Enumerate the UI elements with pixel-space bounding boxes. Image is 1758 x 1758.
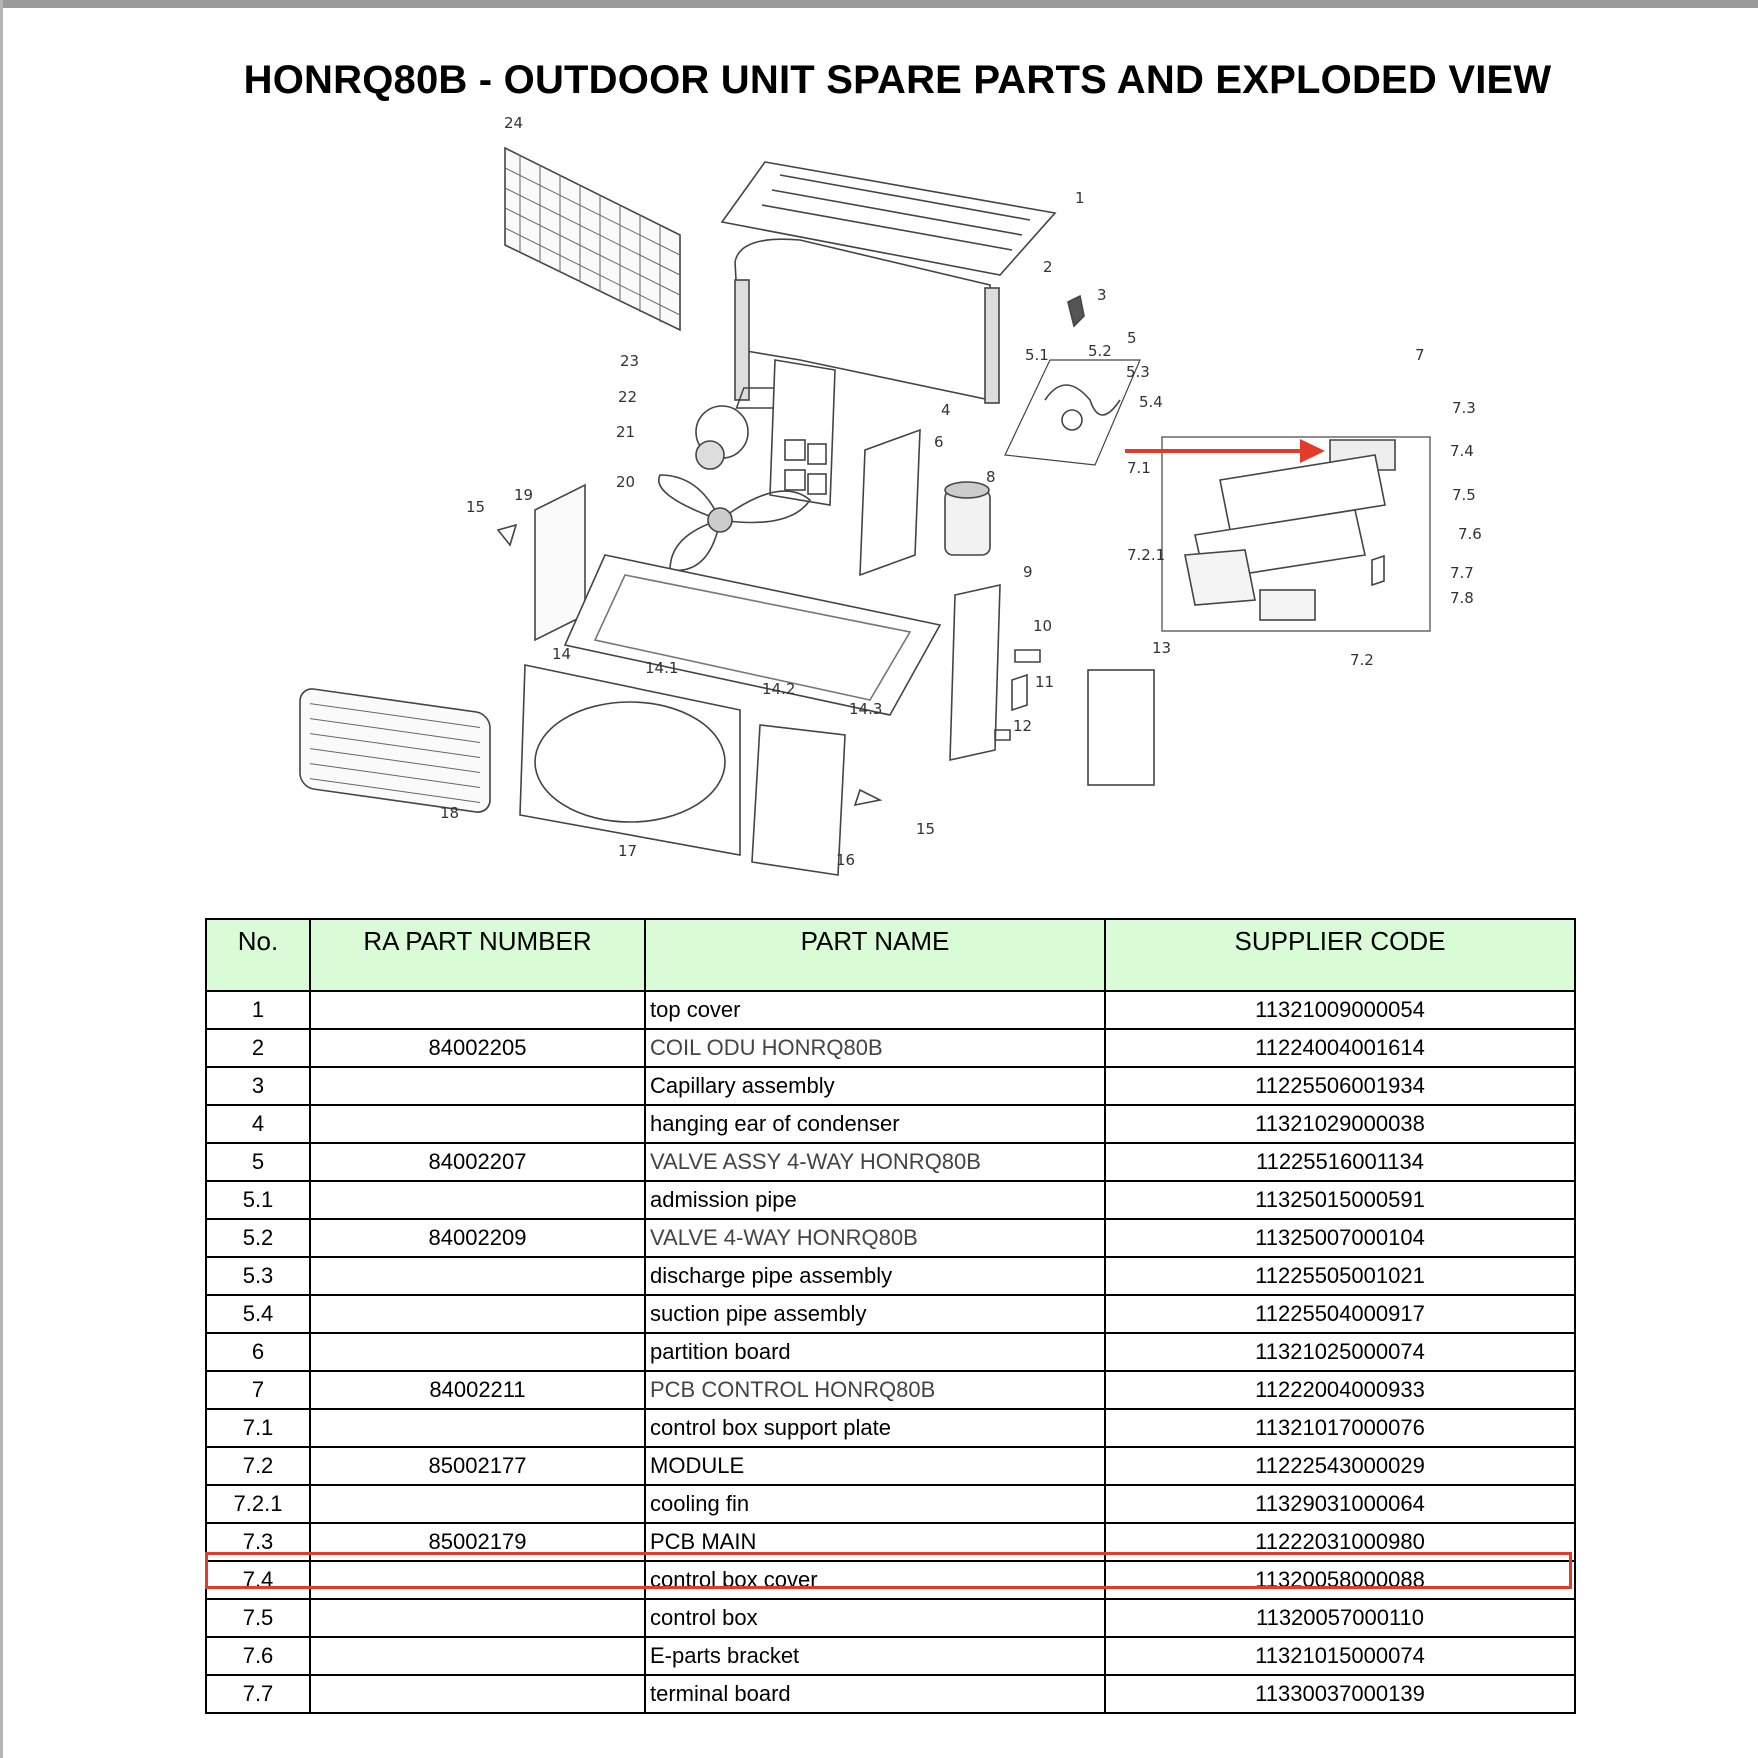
- callout-17: 17: [618, 842, 638, 860]
- callout-1: 1: [1075, 189, 1085, 207]
- front-grille-18: [300, 687, 490, 814]
- right-panel-16: [752, 725, 845, 875]
- cell-no: 5.1: [206, 1181, 310, 1219]
- cell-no: 4: [206, 1105, 310, 1143]
- callout-12: 12: [1013, 717, 1033, 735]
- table-row: [206, 1067, 1575, 1105]
- cell-ra-part-number: [310, 1257, 645, 1295]
- cell-no: 5.4: [206, 1295, 310, 1333]
- cell-no: 7: [206, 1371, 310, 1409]
- cell-part-name: E-parts bracket: [645, 1637, 1105, 1675]
- table-row: [206, 1371, 1575, 1409]
- cell-supplier-code: 11225504000917: [1105, 1295, 1575, 1333]
- parts-table: [205, 918, 1576, 1714]
- cell-no: 6: [206, 1333, 310, 1371]
- callout-14-3: 14.3: [849, 700, 883, 718]
- control-box-group-7: [1162, 437, 1430, 631]
- cell-ra-part-number: 84002207: [310, 1143, 645, 1181]
- compressor-8: [945, 482, 990, 555]
- cell-supplier-code: 11222004000933: [1105, 1371, 1575, 1409]
- cell-part-name: COIL ODU HONRQ80B: [645, 1029, 1105, 1067]
- callout-14-1: 14.1: [645, 659, 679, 677]
- callout-24: 24: [504, 114, 524, 132]
- callout-5-1: 5.1: [1025, 346, 1049, 364]
- table-row: [206, 1181, 1575, 1219]
- table-header-row: [206, 919, 1575, 991]
- cell-no: 7.4: [206, 1561, 310, 1599]
- callout-7-1: 7.1: [1127, 459, 1151, 477]
- callout-4: 4: [941, 401, 951, 419]
- callout-16: 16: [836, 851, 856, 869]
- callout-7-3: 7.3: [1452, 399, 1476, 417]
- cell-part-name: control box support plate: [645, 1409, 1105, 1447]
- cell-supplier-code: 11321025000074: [1105, 1333, 1575, 1371]
- cell-no: 7.2: [206, 1447, 310, 1485]
- callout-23: 23: [620, 352, 640, 370]
- callout-9: 9: [1023, 563, 1033, 581]
- table-row: [206, 1105, 1575, 1143]
- cell-ra-part-number: [310, 1485, 645, 1523]
- handle-13: [1088, 670, 1154, 785]
- table-row: [206, 1447, 1575, 1485]
- cell-ra-part-number: [310, 991, 645, 1029]
- table-row: [206, 1599, 1575, 1637]
- cell-part-name: top cover: [645, 991, 1105, 1029]
- cell-supplier-code: 11321015000074: [1105, 1637, 1575, 1675]
- cell-ra-part-number: [310, 1675, 645, 1713]
- callout-14: 14: [552, 645, 572, 663]
- callout-10: 10: [1033, 617, 1053, 635]
- table-row: [206, 1675, 1575, 1713]
- table-row: [206, 1219, 1575, 1257]
- cell-no: 7.5: [206, 1599, 310, 1637]
- cell-part-name: cooling fin: [645, 1485, 1105, 1523]
- table-row: [206, 1485, 1575, 1523]
- cell-no: 7.1: [206, 1409, 310, 1447]
- cell-no: 5.3: [206, 1257, 310, 1295]
- header-no: No.: [206, 919, 310, 991]
- callout-7-4: 7.4: [1450, 442, 1474, 460]
- cell-part-name: hanging ear of condenser: [645, 1105, 1105, 1143]
- cell-ra-part-number: 85002179: [310, 1523, 645, 1561]
- table-row: [206, 1409, 1575, 1447]
- table-row: [206, 1257, 1575, 1295]
- cell-part-name: MODULE: [645, 1447, 1105, 1485]
- cell-supplier-code: 11225516001134: [1105, 1143, 1575, 1181]
- callout-7-5: 7.5: [1452, 486, 1476, 504]
- table-row: [206, 1143, 1575, 1181]
- cell-ra-part-number: 85002177: [310, 1447, 645, 1485]
- callout-5: 5: [1127, 329, 1137, 347]
- table-row: [206, 1029, 1575, 1067]
- cell-no: 7.2.1: [206, 1485, 310, 1523]
- cell-part-name: PCB CONTROL HONRQ80B: [645, 1371, 1105, 1409]
- cell-no: 2: [206, 1029, 310, 1067]
- callout-5-3: 5.3: [1126, 363, 1150, 381]
- callout-5-2: 5.2: [1088, 342, 1112, 360]
- cell-supplier-code: 11224004001614: [1105, 1029, 1575, 1067]
- cell-ra-part-number: 84002211: [310, 1371, 645, 1409]
- callout-15-top: 15: [466, 498, 486, 516]
- callout-8: 8: [986, 468, 996, 486]
- callout-15-bottom: 15: [916, 820, 936, 838]
- cell-supplier-code: 11320058000088: [1105, 1561, 1575, 1599]
- table-row: [206, 1523, 1575, 1561]
- cell-supplier-code: 11320057000110: [1105, 1599, 1575, 1637]
- cell-part-name: VALVE 4-WAY HONRQ80B: [645, 1219, 1105, 1257]
- callout-21: 21: [616, 423, 636, 441]
- side-panel-9: [950, 585, 1000, 760]
- cell-ra-part-number: [310, 1599, 645, 1637]
- cell-no: 7.7: [206, 1675, 310, 1713]
- cell-part-name: control box: [645, 1599, 1105, 1637]
- cell-ra-part-number: [310, 1295, 645, 1333]
- cell-no: 1: [206, 991, 310, 1029]
- rear-grille-24: [505, 148, 680, 330]
- valve-part-10: [1015, 650, 1040, 662]
- fan-motor-21: [696, 441, 724, 469]
- cell-supplier-code: 11325007000104: [1105, 1219, 1575, 1257]
- callout-7-8: 7.8: [1450, 589, 1474, 607]
- callout-7-2: 7.2: [1350, 651, 1374, 669]
- table-row: [206, 1333, 1575, 1371]
- valve-assy-5: [1005, 360, 1140, 465]
- cell-ra-part-number: [310, 1333, 645, 1371]
- cell-no: 7.6: [206, 1637, 310, 1675]
- cell-supplier-code: 11222543000029: [1105, 1447, 1575, 1485]
- cell-ra-part-number: [310, 1181, 645, 1219]
- cell-part-name: control box cover: [645, 1561, 1105, 1599]
- cell-part-name: discharge pipe assembly: [645, 1257, 1105, 1295]
- header-ra-part-number: RA PART NUMBER: [310, 919, 645, 991]
- cell-ra-part-number: [310, 1409, 645, 1447]
- cell-supplier-code: 11325015000591: [1105, 1181, 1575, 1219]
- callout-7-7: 7.7: [1450, 564, 1474, 582]
- page-title: HONRQ80B - OUTDOOR UNIT SPARE PARTS AND EXPLODED VIEW: [243, 58, 1552, 102]
- foot-15b: [855, 790, 880, 805]
- cell-ra-part-number: [310, 1561, 645, 1599]
- cell-part-name: VALVE ASSY 4-WAY HONRQ80B: [645, 1143, 1105, 1181]
- foot-15: [498, 525, 516, 545]
- callout-22: 22: [618, 388, 638, 406]
- cell-part-name: PCB MAIN: [645, 1523, 1105, 1561]
- header-part-name: PART NAME: [645, 919, 1105, 991]
- cell-part-name: partition board: [645, 1333, 1105, 1371]
- table-row: [206, 1295, 1575, 1333]
- cell-part-name: Capillary assembly: [645, 1067, 1105, 1105]
- cell-supplier-code: 11321009000054: [1105, 991, 1575, 1029]
- callout-5-4: 5.4: [1139, 393, 1163, 411]
- cell-ra-part-number: [310, 1067, 645, 1105]
- callout-3: 3: [1097, 286, 1107, 304]
- callout-7-2-1: 7.2.1: [1127, 546, 1166, 564]
- cell-part-name: suction pipe assembly: [645, 1295, 1105, 1333]
- cell-supplier-code: 11225505001021: [1105, 1257, 1575, 1295]
- table-row: [206, 1561, 1575, 1599]
- cell-ra-part-number: [310, 1105, 645, 1143]
- callout-2: 2: [1043, 258, 1053, 276]
- valve-part-12: [995, 730, 1010, 740]
- cell-supplier-code: 11225506001934: [1105, 1067, 1575, 1105]
- callout-11: 11: [1035, 673, 1055, 691]
- callout-7-6: 7.6: [1458, 525, 1482, 543]
- cell-part-name: terminal board: [645, 1675, 1105, 1713]
- cell-part-name: admission pipe: [645, 1181, 1105, 1219]
- cell-no: 3: [206, 1067, 310, 1105]
- table-row: [206, 1637, 1575, 1675]
- callout-19: 19: [514, 486, 534, 504]
- cell-supplier-code: 11222031000980: [1105, 1523, 1575, 1561]
- cell-supplier-code: 11330037000139: [1105, 1675, 1575, 1713]
- callout-7: 7: [1415, 346, 1425, 364]
- callout-6: 6: [934, 433, 944, 451]
- cell-no: 5.2: [206, 1219, 310, 1257]
- cell-supplier-code: 11321029000038: [1105, 1105, 1575, 1143]
- valve-part-11: [1012, 675, 1027, 710]
- cell-supplier-code: 11321017000076: [1105, 1409, 1575, 1447]
- callout-20: 20: [616, 473, 636, 491]
- callout-13: 13: [1152, 639, 1172, 657]
- cell-ra-part-number: 84002205: [310, 1029, 645, 1067]
- cell-ra-part-number: 84002209: [310, 1219, 645, 1257]
- header-supplier-code: SUPPLIER CODE: [1105, 919, 1575, 991]
- cell-supplier-code: 11329031000064: [1105, 1485, 1575, 1523]
- cell-no: 7.3: [206, 1523, 310, 1561]
- cell-ra-part-number: [310, 1637, 645, 1675]
- partition-board-6: [860, 430, 920, 575]
- cell-no: 5: [206, 1143, 310, 1181]
- front-panel-17: [520, 665, 740, 855]
- table-row: [206, 991, 1575, 1029]
- red-arrow: [1125, 439, 1325, 463]
- callout-18: 18: [440, 804, 460, 822]
- callout-14-2: 14.2: [762, 680, 796, 698]
- capillary-3: [1068, 296, 1084, 326]
- fan-bracket-23: [770, 360, 835, 505]
